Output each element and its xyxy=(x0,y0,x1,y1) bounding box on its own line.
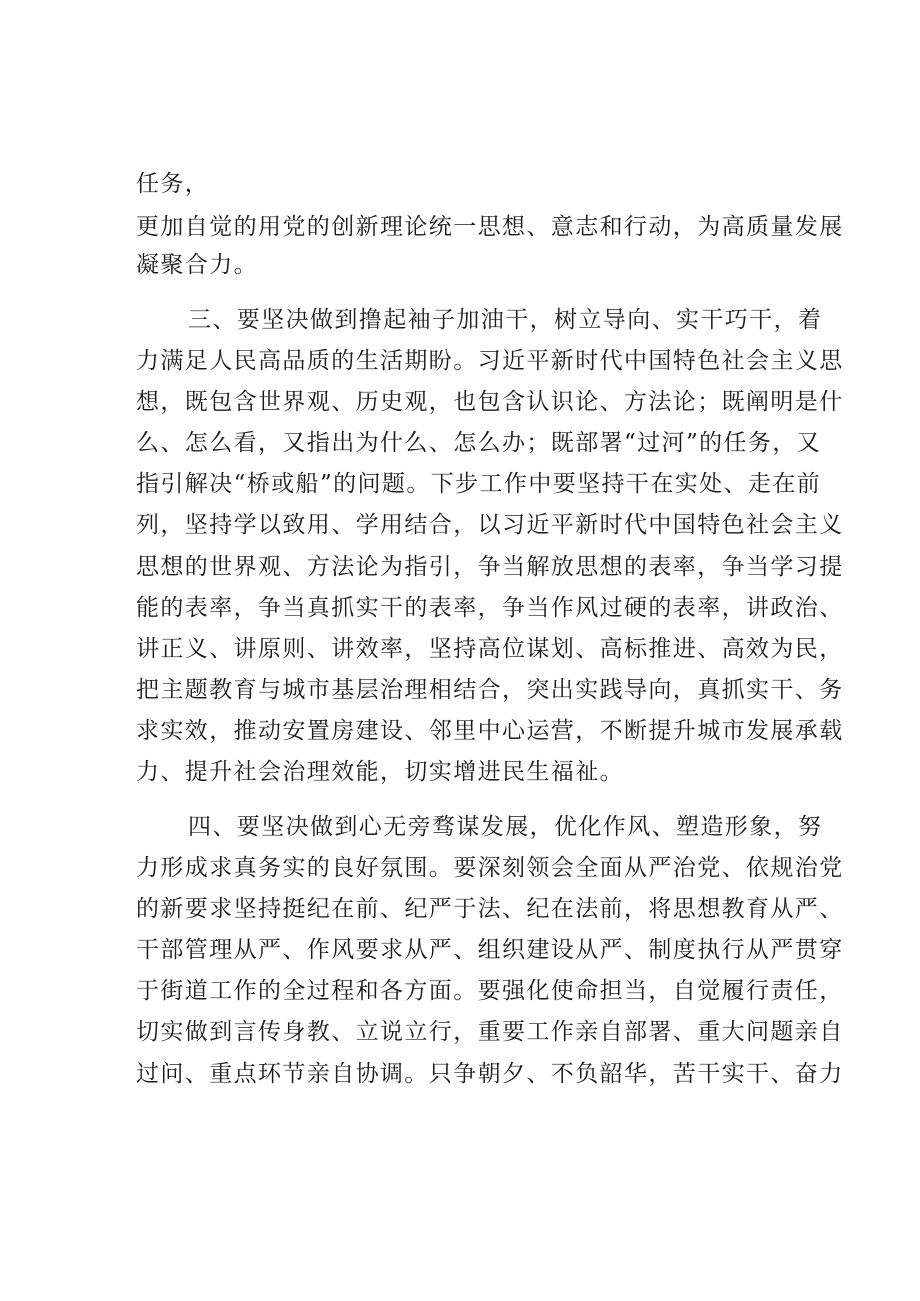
text-line: 的新要求坚持挺纪在前、纪严于法、纪在法前，将思想教育从严、 xyxy=(136,896,844,922)
text-line: 过问、重点环节亲自协调。只争朝夕、不负韶华，苦干实干、奋力 xyxy=(136,1061,844,1087)
text-line: 凝聚合力。 xyxy=(136,252,258,278)
text-line: 干部管理从严、作风要求从严、组织建设从严、制度执行从严贯穿 xyxy=(136,937,844,963)
text-line: 任务， xyxy=(136,171,210,197)
text-line: 能的表率，争当真抓实干的表率，争当作风过硬的表率，讲政治、 xyxy=(136,595,844,621)
text-line: 列，坚持学以致用、学用结合，以习近平新时代中国特色社会主义 xyxy=(136,512,844,538)
text-line: 力形成求真务实的良好氛围。要深刻领会全面从严治党、依规治党 xyxy=(136,855,844,881)
text-line: 思想的世界观、方法论为指引，争当解放思想的表率，争当学习提 xyxy=(136,554,844,580)
text-line: 更加自觉的用党的创新理论统一思想、意志和行动，为高质量发展 xyxy=(136,214,844,240)
text-line: 么、怎么看，又指出为什么、怎么办；既部署“过河”的任务，又 xyxy=(136,430,822,456)
paragraph-3-first-line: 三、要坚决做到撸起袖子加油干，树立导向、实干巧干，着 xyxy=(188,307,823,333)
text-line: 力、提升社会治理效能，切实增进民生福祉。 xyxy=(136,759,624,785)
text-line: 指引解决“桥或船”的问题。下步工作中要坚持干在实处、走在前 xyxy=(136,471,822,497)
text-line: 于街道工作的全过程和各方面。要强化使命担当，自觉履行责任， xyxy=(136,978,844,1004)
text-line: 切实做到言传身教、立说立行，重要工作亲自部署、重大问题亲自 xyxy=(136,1019,844,1045)
paragraph-4-first-line: 四、要坚决做到心无旁骛谋发展，优化作风、塑造形象，努 xyxy=(188,814,823,840)
text-line: 求实效，推动安置房建设、邻里中心运营，不断提升城市发展承载 xyxy=(136,718,844,744)
text-line: 想，既包含世界观、历史观，也包含认识论、方法论；既阐明是什 xyxy=(136,389,844,415)
text-line: 讲正义、讲原则、讲效率，坚持高位谋划、高标推进、高效为民， xyxy=(136,636,844,662)
text-line: 力满足人民高品质的生活期盼。习近平新时代中国特色社会主义思 xyxy=(136,348,844,374)
text-line: 把主题教育与城市基层治理相结合，突出实践导向，真抓实干、务 xyxy=(136,677,844,703)
